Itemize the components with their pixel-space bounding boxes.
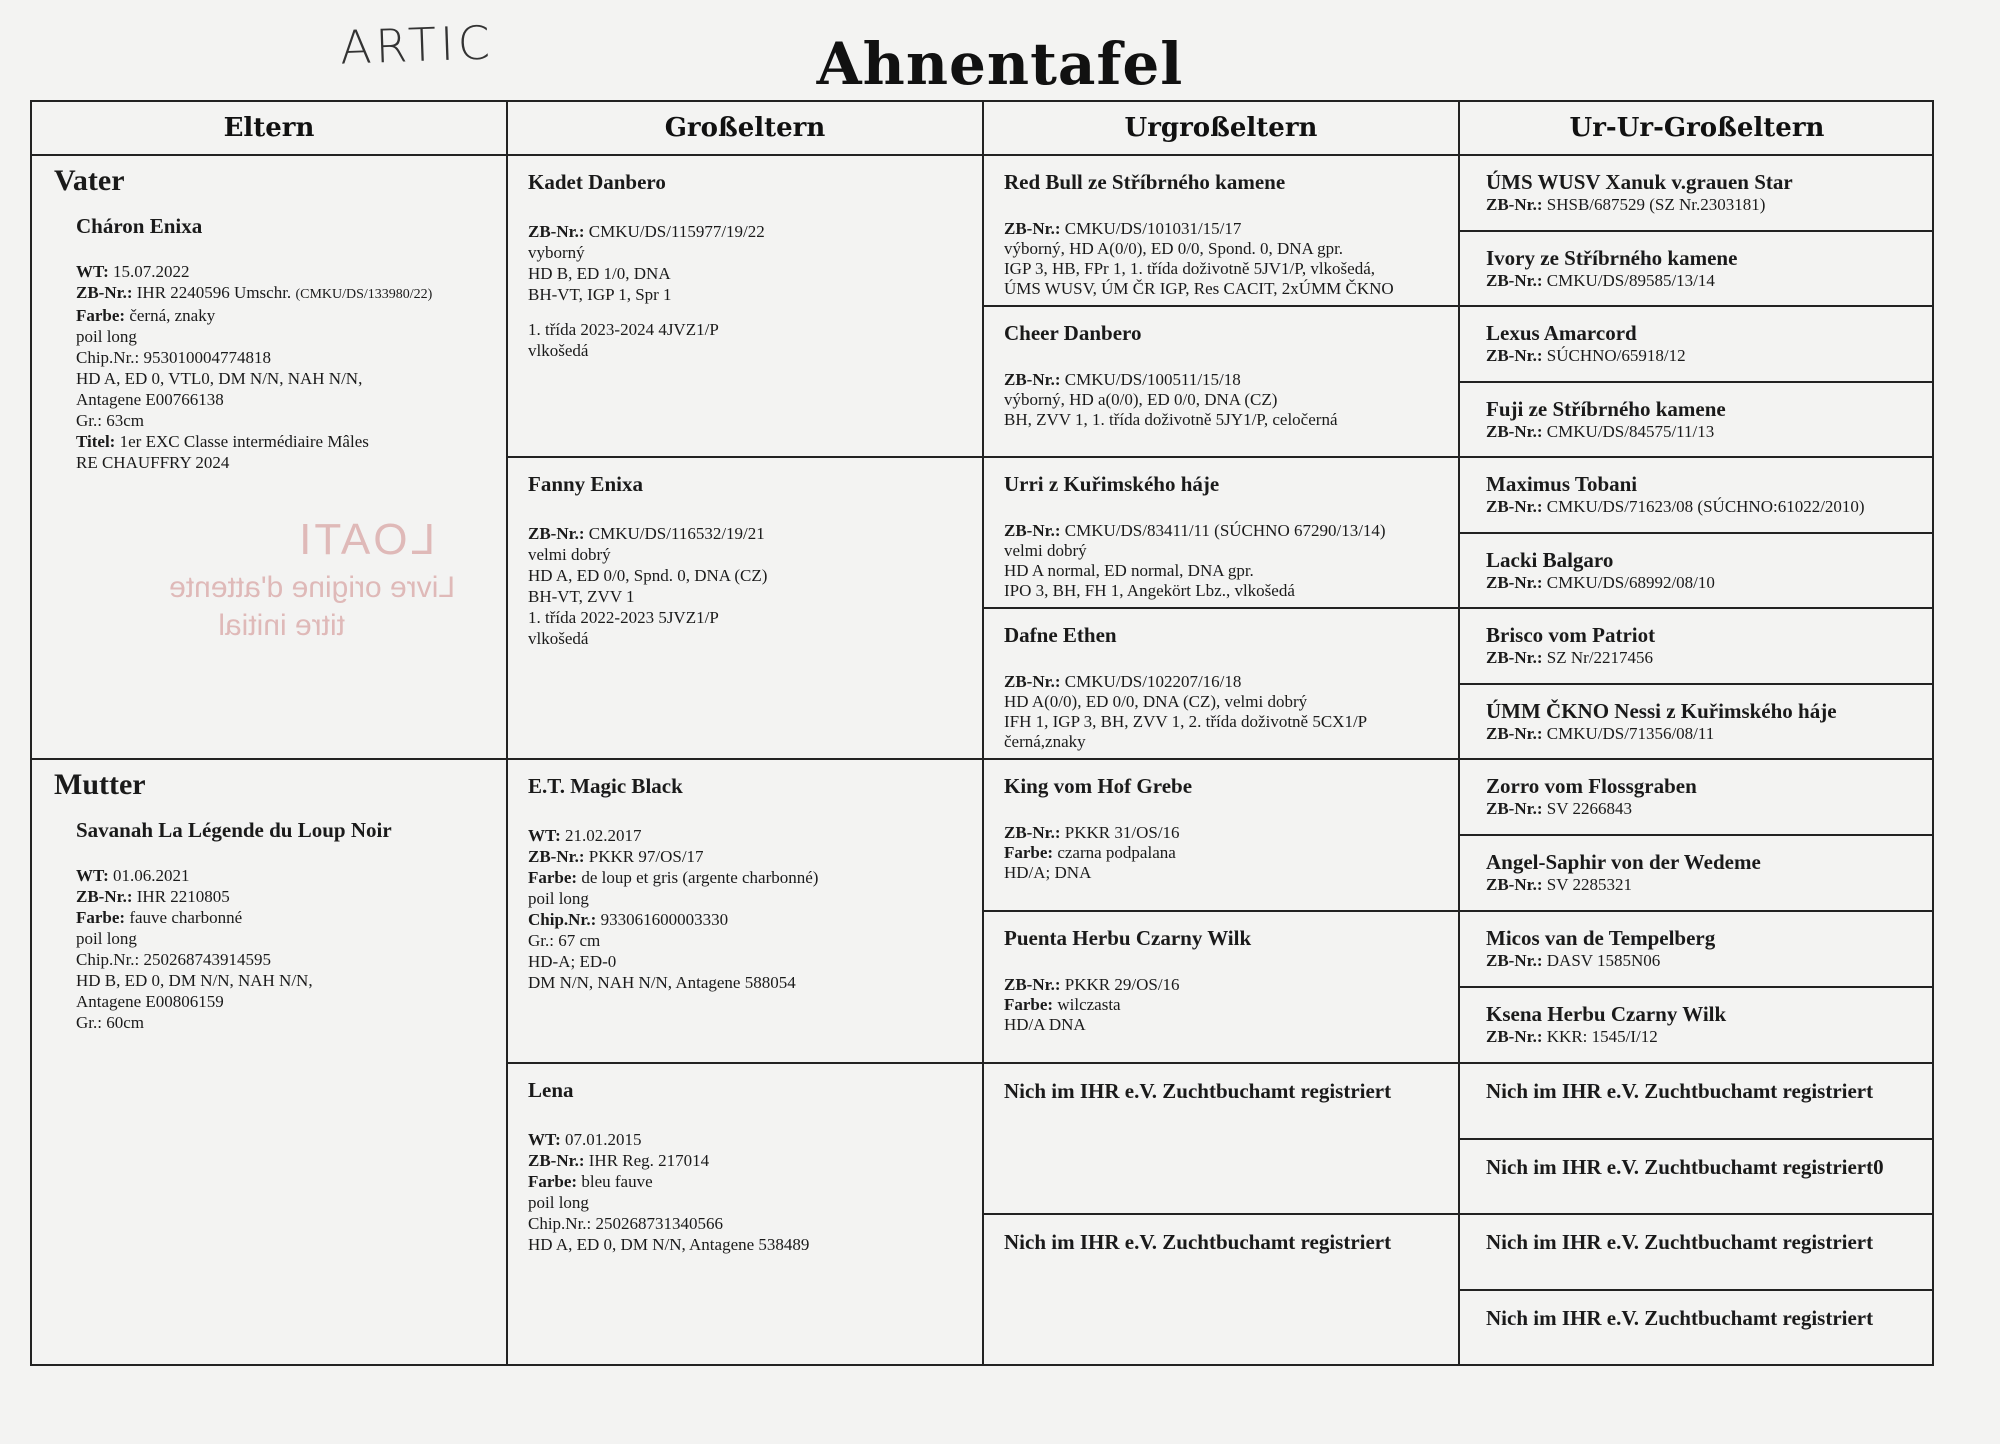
mother-name: Savanah La Légende du Loup Noir: [76, 818, 392, 842]
great-great-grandparent-cell: Zorro vom Flossgraben ZB-Nr.: SV 2266843: [1460, 760, 1934, 836]
great-great-grandparent-cell: Lacki Balgaro ZB-Nr.: CMKU/DS/68992/08/10: [1460, 534, 1934, 609]
great-grandparent-cell: Red Bull ze Stříbrného kamene ZB-Nr.: CMKU/DS/101031/15/17 výborný, HD A(0/0), ED 0/0, Spond. 0, DNA gpr. IGP 3, HB, FPr 1, 1. třída doživotně 5JV1/P, vlkošedá, ÚMS WUSV, ÚM ČR IGP, Res CACIT, 2xÚMM ČKNO: [984, 156, 1460, 307]
header-grandparents: Großeltern: [508, 102, 984, 156]
father-chip: Chip.Nr.: 953010004774818: [76, 348, 272, 367]
father-health-2: Antagene E00766138: [76, 390, 224, 409]
great-grandparent-name: King vom Hof Grebe: [1004, 774, 1193, 798]
mother-chip: Chip.Nr.: 250268743914595: [76, 950, 272, 969]
stamp-line-1: LOATI: [296, 515, 435, 564]
mother-role: Mutter: [54, 768, 146, 801]
father-coat: poil long: [76, 327, 137, 346]
father-titel: 1er EXC Classe intermédiaire Mâles: [119, 432, 369, 451]
great-great-grandparent-cell: Ksena Herbu Czarny Wilk ZB-Nr.: KKR: 1545/I/12: [1460, 988, 1934, 1064]
great-grandparent-name: Urri z Kuřimského háje: [1004, 472, 1220, 496]
grandparent-name: Kadet Danbero: [528, 170, 666, 194]
pedigree-table: [30, 100, 1934, 1366]
father-cell: [32, 156, 508, 760]
stamp-line-3: titre initial: [218, 609, 345, 642]
mother-health-1: HD B, ED 0, DM N/N, NAH N/N,: [76, 971, 313, 990]
header-great-great-grandparents: Ur-Ur-Großeltern: [1460, 102, 1934, 156]
great-great-grandparent-cell: ÚMS WUSV Xanuk v.grauen Star ZB-Nr.: SHSB/687529 (SZ Nr.2303181): [1460, 156, 1934, 232]
great-grandparent-cell: Puenta Herbu Czarny Wilk ZB-Nr.: PKKR 29/OS/16 Farbe: wilczasta HD/A DNA: [984, 912, 1460, 1064]
mother-farbe: fauve charbonné: [129, 908, 243, 927]
great-great-grandparent-cell: Brisco vom Patriot ZB-Nr.: SZ Nr/2217456: [1460, 609, 1934, 685]
great-grandparent-name: Cheer Danbero: [1004, 321, 1142, 345]
great-great-grandparent-cell: Micos van de Tempelberg ZB-Nr.: DASV 1585N06: [1460, 912, 1934, 988]
great-grandparent-cell: King vom Hof Grebe ZB-Nr.: PKKR 31/OS/16 Farbe: czarna podpalana HD/A; DNA: [984, 760, 1460, 912]
great-grandparent-cell: [984, 1064, 1460, 1215]
great-great-grandparent-cell: Ivory ze Stříbrného kamene ZB-Nr.: CMKU/DS/89585/13/14: [1460, 232, 1934, 307]
mother-cell: [32, 760, 508, 1366]
grandparent-cell: E.T. Magic Black WT: 21.02.2017 ZB-Nr.: PKKR 97/OS/17 Farbe: de loup et gris (argente charbonné) poil long Chip.Nr.: 933061600003330 Gr.: 67 cm HD-A; ED-0 DM N/N, NAH N/N, Antagene 588054: [508, 760, 984, 1064]
mother-health-2: Antagene E00806159: [76, 992, 224, 1011]
mother-coat: poil long: [76, 929, 137, 948]
grandparent-cell: Fanny Enixa ZB-Nr.: CMKU/DS/116532/19/21 velmi dobrý HD A, ED 0/0, Spnd. 0, DNA (CZ) BH-VT, ZVV 1 1. třída 2022-2023 5JVZ1/P vlkošedá: [508, 458, 984, 760]
great-great-grandparent-cell: Maximus Tobani ZB-Nr.: CMKU/DS/71623/08 (SÚCHNO:61022/2010): [1460, 458, 1934, 534]
grandparent-name: Lena: [528, 1078, 574, 1102]
great-great-grandparent-cell: Nich im IHR e.V. Zuchtbuchamt registriert: [1460, 1215, 1934, 1291]
mother-details: WT: 01.06.2021 ZB-Nr.: IHR 2210805 Farbe: fauve charbonné poil long Chip.Nr.: 250268743914595 HD B, ED 0, DM N/N, NAH N/N, Antagene E00806159 Gr.: 60cm: [76, 865, 488, 1033]
stamp-line-2: Livre origine d'attente: [169, 571, 455, 604]
great-grandparent-name: Nich im IHR e.V. Zuchtbuchamt registriert: [1004, 1230, 1392, 1254]
father-wt: 15.07.2022: [113, 262, 190, 281]
mother-zb: IHR 2210805: [136, 887, 230, 906]
great-great-grandparent-cell: Lexus Amarcord ZB-Nr.: SÚCHNO/65918/12: [1460, 307, 1934, 383]
great-great-grandparent-cell: Nich im IHR e.V. Zuchtbuchamt registriert0: [1460, 1140, 1934, 1215]
father-titel-2: RE CHAUFFRY 2024: [76, 453, 230, 472]
father-farbe: černá, znaky: [129, 306, 216, 325]
great-great-grandparent-cell: Nich im IHR e.V. Zuchtbuchamt registriert: [1486, 1306, 1874, 1330]
mother-size: Gr.: 60cm: [76, 1013, 144, 1032]
great-grandparent-cell: Urri z Kuřimského háje ZB-Nr.: CMKU/DS/83411/11 (SÚCHNO 67290/13/14) velmi dobrý HD A normal, ED normal, DNA gpr. IPO 3, BH, FH 1, Angekört Lbz., vlkošedá: [984, 458, 1460, 609]
father-details: WT: 15.07.2022 ZB-Nr.: IHR 2240596 Umschr. (CMKU/DS/133980/22) Farbe: černá, znaky poil long Chip.Nr.: 953010004774818 HD A, ED 0, VTL0, DM N/N, NAH N/N, Antagene E00766138 Gr.: 63cm Titel: 1er EXC Classe intermédiaire Mâles RE CHAUFFRY 2024: [76, 261, 488, 473]
header-great-grandparents: Urgroßeltern: [984, 102, 1460, 156]
great-grandparent-cell: Dafne Ethen ZB-Nr.: CMKU/DS/102207/16/18 HD A(0/0), ED 0/0, DNA (CZ), velmi dobrý IFH 1, IGP 3, BH, ZVV 1, 2. třída doživotně 5CX1/P černá,znaky: [984, 609, 1460, 760]
great-grandparent-cell: [984, 1215, 1460, 1366]
father-health-1: HD A, ED 0, VTL0, DM N/N, NAH N/N,: [76, 369, 363, 388]
father-zb: IHR 2240596 Umschr.: [136, 283, 292, 302]
great-grandparent-name: Red Bull ze Stříbrného kamene: [1004, 170, 1286, 194]
father-zb-extra: (CMKU/DS/133980/22): [295, 287, 433, 302]
great-grandparent-name: Nich im IHR e.V. Zuchtbuchamt registriert: [1004, 1079, 1392, 1103]
great-great-grandparent-cell: Nich im IHR e.V. Zuchtbuchamt registriert: [1460, 1064, 1934, 1140]
grandparent-cell: Lena WT: 07.01.2015 ZB-Nr.: IHR Reg. 217014 Farbe: bleu fauve poil long Chip.Nr.: 250268731340566 HD A, ED 0, DM N/N, Antagene 538489: [508, 1064, 984, 1366]
grandparent-name: Fanny Enixa: [528, 472, 643, 496]
great-great-grandparent-cell: Fuji ze Stříbrného kamene ZB-Nr.: CMKU/DS/84575/11/13: [1460, 383, 1934, 458]
great-grandparent-cell: Cheer Danbero ZB-Nr.: CMKU/DS/100511/15/18 výborný, HD a(0/0), ED 0/0, DNA (CZ) BH, ZVV 1, 1. třída doživotně 5JY1/P, celočerná: [984, 307, 1460, 458]
great-grandparent-name: Dafne Ethen: [1004, 623, 1117, 647]
father-role: Vater: [54, 164, 125, 197]
father-size: Gr.: 63cm: [76, 411, 144, 430]
handwritten-note: ARTIC: [339, 15, 495, 75]
great-great-grandparent-cell: Angel-Saphir von der Wedeme ZB-Nr.: SV 2285321: [1460, 836, 1934, 912]
great-great-grandparent-cell: ÚMM ČKNO Nessi z Kuřimského háje ZB-Nr.: CMKU/DS/71356/08/11: [1460, 685, 1934, 760]
header-parents: Eltern: [32, 102, 508, 156]
father-name: Cháron Enixa: [76, 214, 203, 238]
mother-wt: 01.06.2021: [113, 866, 190, 885]
grandparent-cell: Kadet Danbero ZB-Nr.: CMKU/DS/115977/19/22 vyborný HD B, ED 1/0, DNA BH-VT, IGP 1, Spr 1 1. třída 2023-2024 4JVZ1/P vlkošedá: [508, 156, 984, 458]
document-title: Ahnentafel: [816, 30, 1184, 98]
great-grandparent-name: Puenta Herbu Czarny Wilk: [1004, 926, 1252, 950]
grandparent-name: E.T. Magic Black: [528, 774, 683, 798]
